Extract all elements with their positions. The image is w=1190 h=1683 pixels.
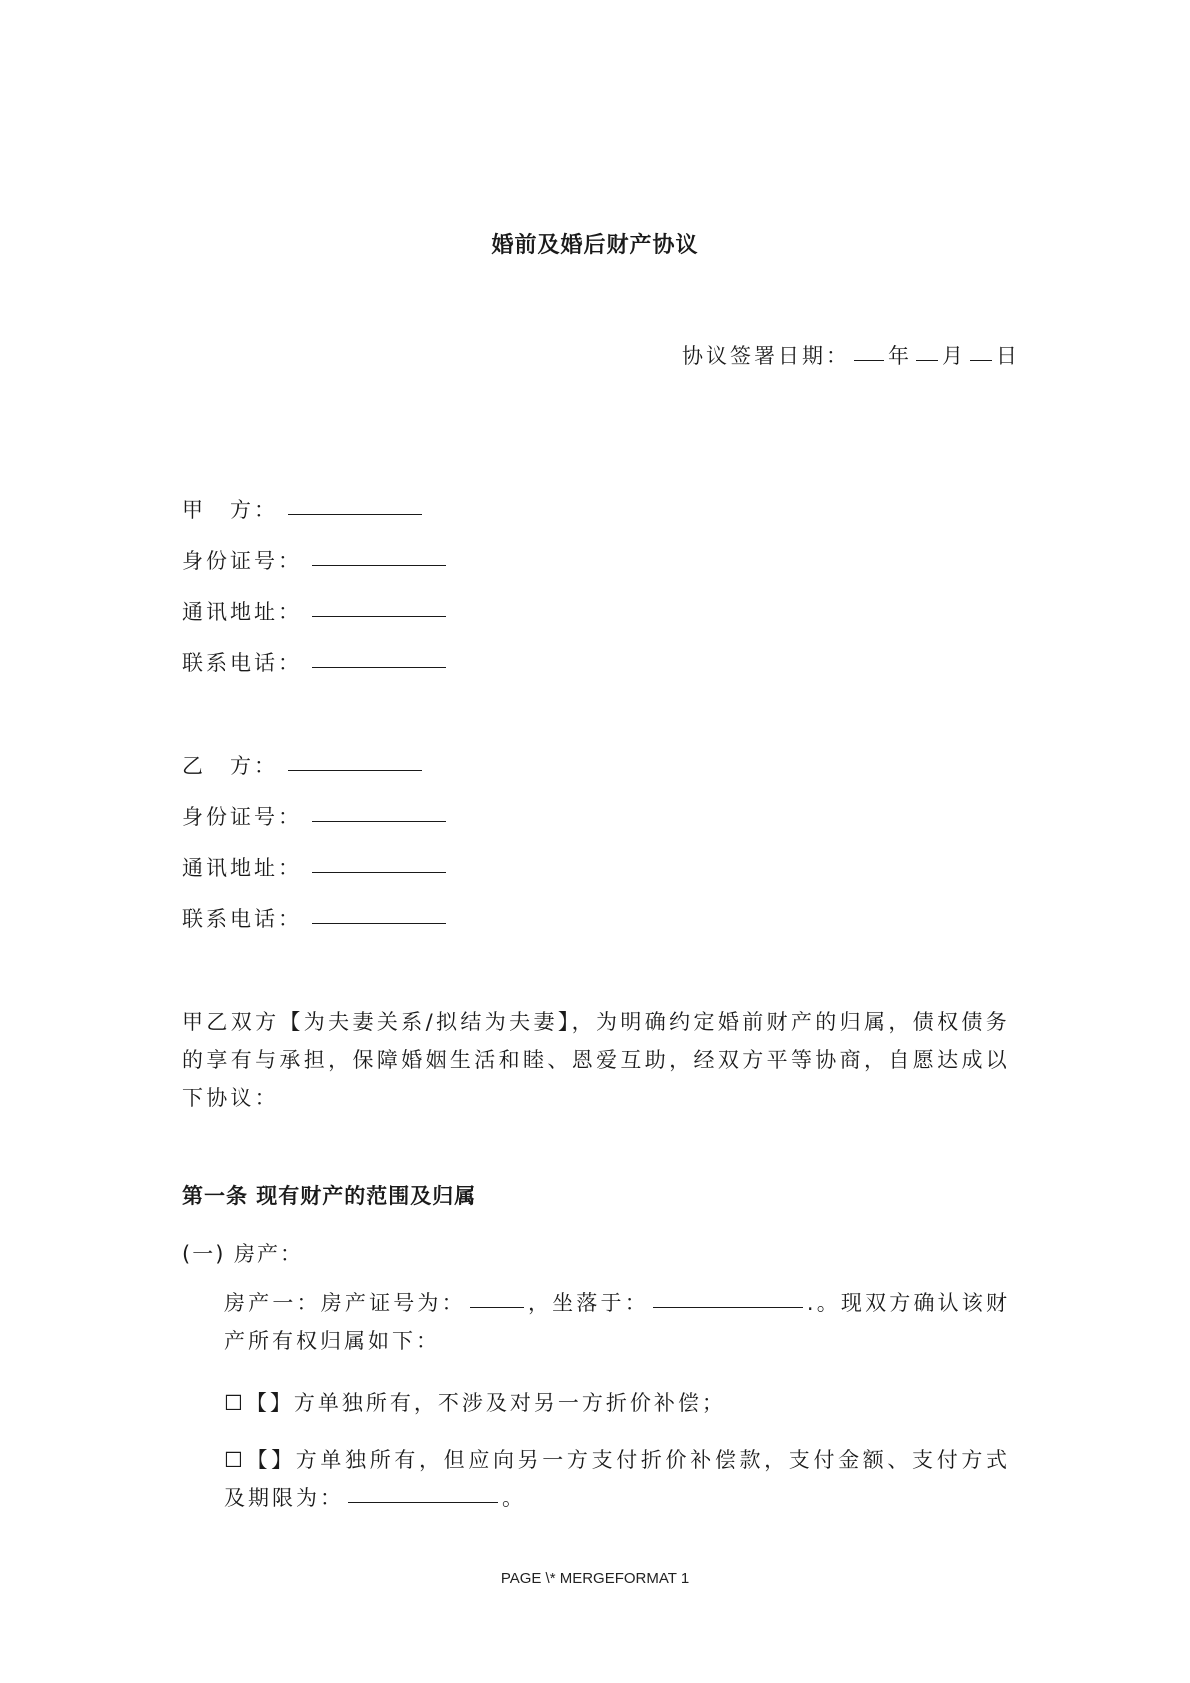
party-b-id-blank[interactable] (312, 820, 446, 822)
party-b-address-field (182, 852, 446, 882)
day-label: 日 (996, 344, 1020, 368)
ownership-option-2[interactable] (224, 1441, 1010, 1517)
property-1-paragraph (224, 1284, 1010, 1360)
signing-date-label: 协议签署日期： (682, 344, 850, 368)
page-footer-field: PAGE \* MERGEFORMAT 1 (500, 1570, 690, 1587)
party-a-id-blank[interactable] (312, 564, 446, 566)
signing-date-line (682, 340, 1020, 370)
property-1-cert-label: 房产一：房产证号为： (224, 1291, 466, 1315)
property-cert-blank[interactable] (470, 1306, 524, 1308)
party-a-address-label: 通讯地址： (182, 600, 302, 624)
property-location-blank[interactable] (653, 1306, 803, 1308)
month-label: 月 (942, 344, 966, 368)
intro-paragraph: 甲乙双方【为夫妻关系/拟结为夫妻】，为明确约定婚前财产的归属，债权债务的享有与承担，保障婚姻生活和睦、恩爱互助，经双方平等协商，自愿达成以下协议： (182, 1010, 1010, 1110)
party-b-name-blank[interactable] (288, 769, 422, 771)
party-a-name-blank[interactable] (288, 513, 422, 515)
compensation-terms-blank[interactable] (348, 1501, 498, 1503)
document-title: 婚前及婚后财产协议 (491, 232, 699, 258)
year-label: 年 (888, 344, 912, 368)
party-a-phone-field (182, 647, 446, 677)
party-b-address-label: 通讯地址： (182, 856, 302, 880)
ownership-option-2-text: ☐【】方单独所有，但应向另一方支付折价补偿款，支付金额、支付方式及期限为： (224, 1448, 1010, 1510)
party-a-address-blank[interactable] (312, 615, 446, 617)
party-b-phone-blank[interactable] (312, 922, 446, 924)
article-1-heading: 第一条 现有财产的范围及归属 (182, 1183, 477, 1208)
property-1-location-label: ，坐落于： (527, 1291, 649, 1315)
year-blank[interactable] (854, 359, 884, 361)
party-b-phone-field (182, 903, 446, 933)
party-a-name-label: 甲 方： (182, 498, 278, 522)
party-b-address-blank[interactable] (312, 871, 446, 873)
month-blank[interactable] (916, 359, 938, 361)
party-b-name-field (182, 750, 422, 780)
party-a-id-label: 身份证号： (182, 549, 302, 573)
party-a-phone-label: 联系电话： (182, 651, 302, 675)
party-a-id-field (182, 545, 446, 575)
party-a-phone-blank[interactable] (312, 666, 446, 668)
party-b-name-label: 乙 方： (182, 754, 278, 778)
day-blank[interactable] (970, 359, 992, 361)
party-b-id-label: 身份证号： (182, 805, 302, 829)
party-a-address-field (182, 596, 446, 626)
party-b-phone-label: 联系电话： (182, 907, 302, 931)
ownership-option-2-end: 。 (502, 1486, 526, 1510)
section-real-estate-label: (一) 房产： (182, 1242, 304, 1266)
property-1-ownership-text: .。现双方确认该财产所有权归属如下： (224, 1291, 1010, 1353)
ownership-option-1[interactable]: ☐【】方单独所有，不涉及对另一方折价补偿； (224, 1391, 726, 1415)
party-b-id-field (182, 801, 446, 831)
party-a-name-field (182, 494, 422, 524)
